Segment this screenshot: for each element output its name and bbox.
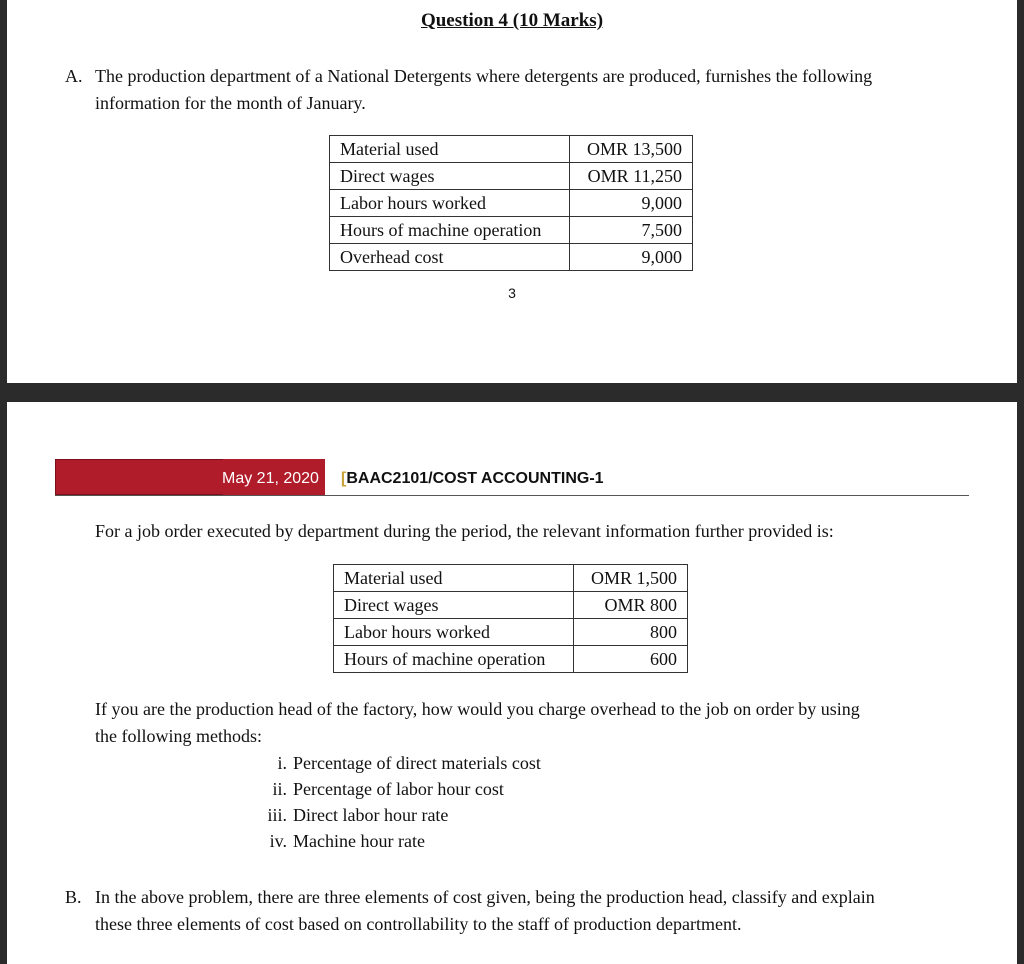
table-cell-value: OMR 11,250 <box>570 163 693 190</box>
table-cell-label: Hours of machine operation <box>330 217 570 244</box>
part-a-line-2: information for the month of January. <box>95 93 366 113</box>
list-item <box>257 802 541 828</box>
table-row <box>334 619 688 646</box>
question-line-2: the following methods: <box>95 726 262 746</box>
document-page-2 <box>7 402 1017 964</box>
table-row <box>330 217 693 244</box>
table-cell-label: Overhead cost <box>330 244 570 271</box>
header-date: May 21, 2020 <box>222 470 319 487</box>
part-a-paragraph <box>65 63 873 117</box>
header-course-title <box>341 470 604 488</box>
header-divider <box>55 495 969 496</box>
methods-list <box>257 750 541 854</box>
question-paragraph <box>95 696 860 750</box>
table-cell-value: OMR 1,500 <box>574 565 688 592</box>
table-cell-label: Direct wages <box>334 592 574 619</box>
table-row <box>334 592 688 619</box>
list-item-number: iv. <box>269 831 287 851</box>
question-line-1: If you are the production head of the factory, how would you charge overhead to the job on order by using <box>95 699 860 719</box>
document-page-1 <box>7 0 1017 383</box>
part-b-line-2: these three elements of cost based on controllability to the staff of production department. <box>95 914 742 934</box>
table-row <box>330 190 693 217</box>
table-cell-label: Labor hours worked <box>334 619 574 646</box>
part-b-paragraph <box>65 884 875 938</box>
part-a-marker: A. <box>65 66 83 86</box>
list-item-number: iii. <box>267 805 287 825</box>
list-item <box>257 750 541 776</box>
table-cell-value: 800 <box>574 619 688 646</box>
header-bracket: [ <box>341 470 347 487</box>
list-item <box>257 828 541 854</box>
table-row <box>334 565 688 592</box>
table-cell-value: 9,000 <box>570 190 693 217</box>
page-number: 3 <box>508 285 516 301</box>
list-item-text: Percentage of labor hour cost <box>293 779 504 799</box>
table-cell-value: 9,000 <box>570 244 693 271</box>
list-item-text: Percentage of direct materials cost <box>293 753 541 773</box>
table-cell-label: Direct wages <box>330 163 570 190</box>
part-b-marker: B. <box>65 887 82 907</box>
table-row <box>330 136 693 163</box>
part-a-line-1: The production department of a National Detergents where detergents are produced, furnishes the following <box>95 66 873 86</box>
department-data-table <box>329 135 693 271</box>
list-item-number: i. <box>277 753 287 773</box>
header-course-code: BAAC2101/COST ACCOUNTING-1 <box>346 470 604 487</box>
list-item-text: Direct labor hour rate <box>293 805 449 825</box>
job-order-table <box>333 564 688 673</box>
intro-paragraph: For a job order executed by department during the period, the relevant information further provided is: <box>95 521 834 541</box>
list-item-text: Machine hour rate <box>293 831 425 851</box>
table-row <box>330 244 693 271</box>
table-row <box>334 646 688 673</box>
table-cell-value: 7,500 <box>570 217 693 244</box>
table-cell-label: Material used <box>334 565 574 592</box>
list-item-number: ii. <box>272 779 287 799</box>
question-title: Question 4 (10 Marks) <box>420 10 604 31</box>
table-cell-label: Hours of machine operation <box>334 646 574 673</box>
list-item <box>257 776 541 802</box>
table-cell-value: OMR 800 <box>574 592 688 619</box>
table-cell-value: 600 <box>574 646 688 673</box>
table-row <box>330 163 693 190</box>
table-cell-label: Labor hours worked <box>330 190 570 217</box>
part-b-line-1: In the above problem, there are three elements of cost given, being the production head, classify and explain <box>95 887 875 907</box>
table-cell-label: Material used <box>330 136 570 163</box>
table-cell-value: OMR 13,500 <box>570 136 693 163</box>
